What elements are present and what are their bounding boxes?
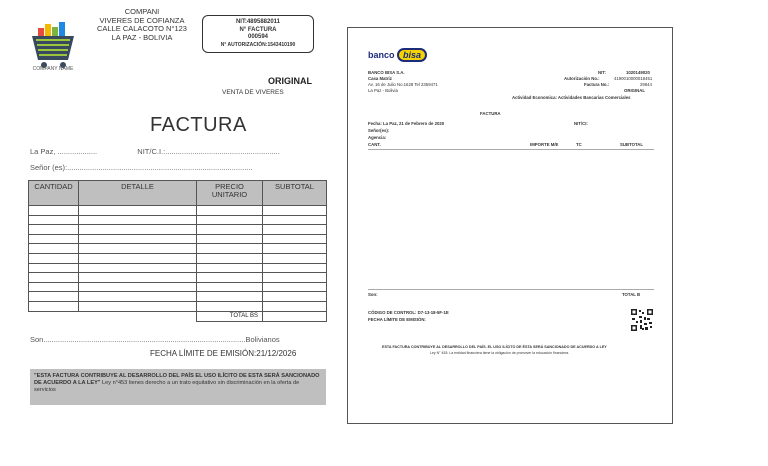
bank-logo: [368, 48, 427, 62]
venta-label: VENTA DE VIVERES: [222, 89, 284, 96]
senor-field: Señor (es):.........................................................................................: [30, 163, 253, 172]
table-cell: [197, 263, 263, 273]
table-row: [29, 282, 327, 292]
r-son-separator: [368, 289, 654, 290]
r-header-separator: [368, 149, 654, 150]
column-header: CANTIDAD: [29, 181, 79, 206]
r-fecha: Fecha: La Paz, 21 de Febrero de 2020: [368, 121, 445, 126]
r-nit-label: NIT:: [598, 70, 606, 75]
r-total: TOTAL B: [622, 292, 641, 297]
table-cell: [197, 244, 263, 254]
company-line: VIVERES DE COFIANZA: [99, 15, 185, 25]
r-actividad: Actividad Economica: Actividades Bancarias Comerciales: [512, 95, 631, 100]
table-cell: [79, 292, 197, 302]
r-agencia: Agencia:: [368, 135, 387, 140]
legal-notice-text: Ley n°453 tienes derecho a un trato equitativo sin discriminación en la oferta de servicios: [34, 380, 300, 394]
table-cell: [29, 263, 79, 273]
left-invoice: [0, 0, 340, 466]
autorizacion-no: N° AUTORIZACIÓN:1543410190: [220, 42, 296, 48]
table-cell: [197, 282, 263, 292]
table-cell: [197, 234, 263, 244]
bank-company: BANCO BISA S.A.: [368, 70, 405, 75]
table-cell: [79, 263, 197, 273]
table-row: [29, 253, 327, 263]
column-header: SUBTOTAL: [263, 181, 327, 206]
table-cell: [29, 282, 79, 292]
son-field: Son.................................................................................................Bolivianos: [30, 335, 280, 344]
r-fac-value: 29844: [640, 82, 652, 87]
right-invoice: [347, 27, 673, 424]
table-cell: [263, 282, 327, 292]
r-nit-value: 1020149020: [626, 70, 650, 75]
r-tc: TC: [576, 142, 582, 147]
nit-value: NIT:4895882011: [235, 19, 281, 25]
table-cell: [79, 282, 197, 292]
table-row: [29, 244, 327, 254]
r-aut-value: 4190010000018451: [614, 76, 653, 81]
table-cell: [197, 225, 263, 235]
bank-city: La Paz - Bolivia: [368, 88, 398, 93]
r-notice: ESTA FACTURA CONTRIBUYE AL DESARROLLO DEL PAÍS. EL USO ILÍCITO DE ÉSTA SERÁ SANCIONADO DE ACUERDO A LEY: [382, 345, 607, 349]
table-row: [29, 292, 327, 302]
bank-brand: bisa: [397, 48, 427, 62]
table-row: [29, 215, 327, 225]
r-fac-label: Factura No.:: [584, 82, 610, 87]
r-ley: Ley N° 453: La entidad financiera tiene la obligación de promover la educación financiera.: [430, 351, 570, 355]
legal-notice-bold: "ESTA FACTURA CONTRIBUYE AL DESARROLLO DEL PAÍS EL USO ILÍCITO DE ESTA SERÁ SANCIONADO DE ACUERDO A LA LEY": [34, 373, 320, 387]
table-row: [29, 234, 327, 244]
r-factura-heading: FACTURA: [480, 111, 501, 116]
la-paz-field: La Paz, ...................: [30, 147, 98, 156]
table-row: [29, 301, 327, 311]
table-cell: [29, 273, 79, 283]
r-subtotal: SUBTOTAL: [620, 142, 643, 147]
factura-no-label: N° FACTURA: [239, 27, 277, 33]
factura-no: 000594: [247, 34, 269, 40]
company-line: COMPANI: [124, 7, 160, 16]
table-cell: [263, 263, 327, 273]
table-cell: [197, 215, 263, 225]
table-cell: [79, 273, 197, 283]
legal-notice: [30, 369, 326, 405]
table-row: [29, 225, 327, 235]
table-cell: [263, 253, 327, 263]
table-cell: [29, 301, 79, 311]
table-row: [29, 263, 327, 273]
company-logo-text: COMPANY NAME: [32, 66, 74, 72]
column-header: PRECIO UNITARIO: [197, 181, 263, 206]
r-aut-label: Autorización No.:: [564, 76, 600, 81]
table-cell: [197, 206, 263, 216]
bank-address: Av. 16 de Julio No.1628 Tel 2359471: [368, 82, 438, 87]
table-cell: [79, 225, 197, 235]
total-label: TOTAL BS: [197, 311, 263, 321]
table-cell: [197, 273, 263, 283]
table-cell: [29, 215, 79, 225]
bank-word: banco: [368, 50, 395, 60]
table-cell: [197, 292, 263, 302]
table-cell: [263, 244, 327, 254]
company-header: [92, 8, 192, 42]
date-nit-line: [30, 147, 280, 156]
r-importe: IMPORTE M/E: [530, 142, 559, 147]
r-nitci: NIT/CI:: [574, 121, 588, 126]
original-label: ORIGINAL: [268, 76, 312, 86]
column-header: DETALLE: [79, 181, 197, 206]
table-row: [29, 273, 327, 283]
table-cell: [29, 292, 79, 302]
r-fecha-limite: FECHA LÍMITE DE EMISIÓN:: [368, 317, 426, 322]
shopping-basket-logo-icon: [30, 18, 76, 70]
table-cell: [263, 206, 327, 216]
table-cell: [29, 225, 79, 235]
table-cell: [79, 301, 197, 311]
r-codigo: CÓDIGO DE CONTROL: D7-13-18-5F-1E: [368, 310, 449, 315]
r-senores: Señor(es):: [368, 128, 390, 133]
table-cell: [263, 301, 327, 311]
r-son: Son:: [368, 292, 378, 297]
table-cell: [29, 206, 79, 216]
nit-ci-field: NIT/C.I.:.......................................................: [137, 147, 280, 156]
table-cell: [263, 292, 327, 302]
nit-box: [202, 15, 314, 53]
table-cell: [197, 253, 263, 263]
company-line: LA PAZ - BOLIVIA: [111, 32, 173, 42]
table-cell: [29, 244, 79, 254]
qr-code-icon: [631, 309, 653, 331]
bank-casa: Casa Matriz: [368, 76, 392, 81]
table-cell: [263, 215, 327, 225]
table-cell: [79, 215, 197, 225]
invoice-title: FACTURA: [150, 114, 247, 136]
table-cell: [29, 253, 79, 263]
table-cell: [263, 234, 327, 244]
table-cell: [79, 206, 197, 216]
r-original: ORIGINAL: [624, 88, 646, 93]
table-cell: [79, 244, 197, 254]
table-cell: [197, 301, 263, 311]
total-row: [29, 311, 327, 321]
r-cant: CANT.: [368, 142, 381, 147]
table-cell: [263, 225, 327, 235]
table-cell: [263, 273, 327, 283]
table-row: [29, 206, 327, 216]
company-line: CALLE CALACOTO N°123: [97, 24, 187, 33]
table-cell: [79, 234, 197, 244]
table-cell: [29, 234, 79, 244]
total-value: [263, 311, 327, 321]
items-table: [28, 180, 327, 322]
fecha-limite: FECHA LÍMITE DE EMISIÓN:21/12/2026: [150, 349, 297, 358]
table-cell: [79, 253, 197, 263]
